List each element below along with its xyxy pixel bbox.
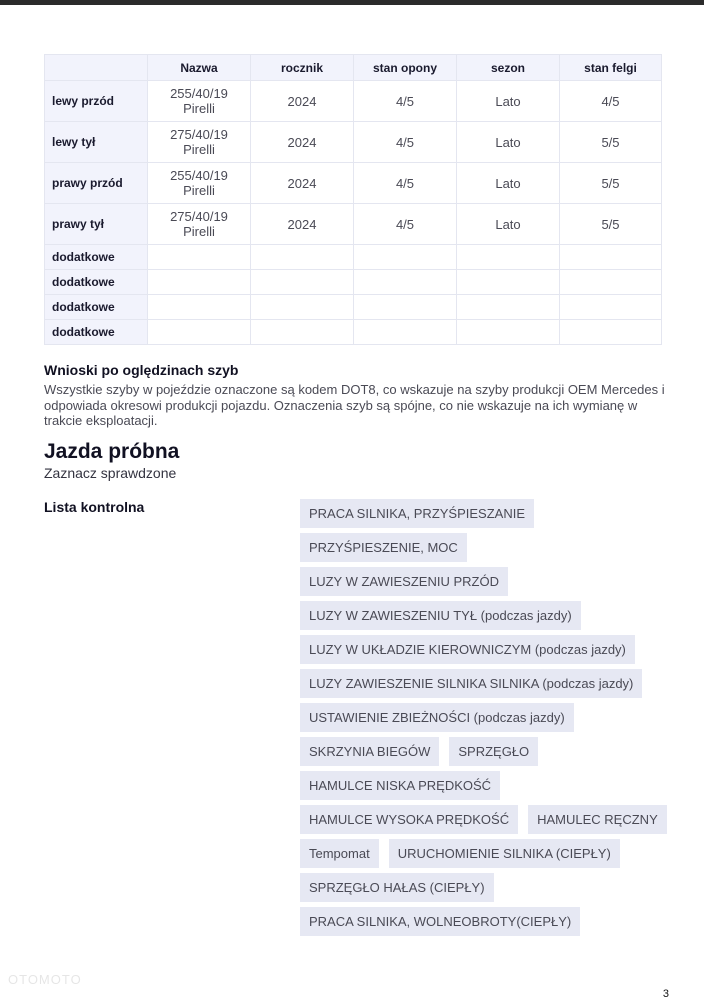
year-cell: 2024 xyxy=(251,81,354,122)
chip-acceleration-power[interactable]: PRZYŚPIESZENIE, MOC xyxy=(300,533,467,562)
empty-cell xyxy=(148,295,251,320)
table-row xyxy=(45,122,662,163)
chip-brakes-high-speed[interactable]: HAMULCE WYSOKA PRĘDKOŚĆ xyxy=(300,805,518,834)
header-name: Nazwa xyxy=(148,55,251,81)
chip-row xyxy=(300,567,660,596)
row-label: prawy przód xyxy=(45,163,148,204)
chip-engine-start-warm[interactable]: URUCHOMIENIE SILNIKA (CIEPŁY) xyxy=(389,839,620,868)
tire-name-cell xyxy=(148,122,251,163)
checklist-label: Lista kontrolna xyxy=(44,499,145,515)
rim-condition-cell: 5/5 xyxy=(560,163,662,204)
season-cell: Lato xyxy=(457,204,560,245)
season-cell: Lato xyxy=(457,122,560,163)
glass-conclusions-text: Wszystkie szyby w pojeździe oznaczone są kodem DOT8, co wskazuje na szyby produkcji OEM Mercedes i odpowiada okresowi produkcji pojazdu. Oznaczenia szyb są spójne, co nie wskazuje na ich wymianę w trakcie eksploatacji. xyxy=(44,382,665,428)
empty-cell xyxy=(560,295,662,320)
checklist-chips xyxy=(300,499,660,941)
empty-cell xyxy=(457,270,560,295)
chip-row xyxy=(300,533,660,562)
tire-size: 255/40/19 xyxy=(170,86,228,101)
chip-brakes-low-speed[interactable]: HAMULCE NISKA PRĘDKOŚĆ xyxy=(300,771,500,800)
chip-row xyxy=(300,703,660,732)
test-drive-title: Jazda próbna xyxy=(44,440,180,463)
season-cell: Lato xyxy=(457,163,560,204)
empty-cell xyxy=(354,295,457,320)
chip-clutch-noise-warm[interactable]: SPRZĘGŁO HAŁAS (CIEPŁY) xyxy=(300,873,494,902)
empty-cell xyxy=(251,245,354,270)
chip-row xyxy=(300,499,660,528)
table-row xyxy=(45,204,662,245)
tire-condition-cell: 4/5 xyxy=(354,163,457,204)
tire-name-cell xyxy=(148,204,251,245)
tire-brand: Pirelli xyxy=(183,142,215,157)
chip-wheel-alignment[interactable]: USTAWIENIE ZBIEŻNOŚCI (podczas jazdy) xyxy=(300,703,574,732)
tire-size: 255/40/19 xyxy=(170,168,228,183)
table-row-extra xyxy=(45,320,662,345)
glass-conclusions-title: Wnioski po oględzinach szyb xyxy=(44,362,239,378)
table-row xyxy=(45,163,662,204)
row-label: dodatkowe xyxy=(45,320,148,345)
rim-condition-cell: 5/5 xyxy=(560,122,662,163)
rim-condition-cell: 4/5 xyxy=(560,81,662,122)
year-cell: 2024 xyxy=(251,163,354,204)
empty-cell xyxy=(354,320,457,345)
empty-cell xyxy=(251,320,354,345)
tire-condition-cell: 4/5 xyxy=(354,122,457,163)
chip-gearbox[interactable]: SKRZYNIA BIEGÓW xyxy=(300,737,439,766)
empty-cell xyxy=(560,270,662,295)
row-label: lewy przód xyxy=(45,81,148,122)
tire-name-cell xyxy=(148,81,251,122)
chip-row xyxy=(300,669,660,698)
chip-row xyxy=(300,771,660,800)
chip-row xyxy=(300,737,660,766)
header-empty xyxy=(45,55,148,81)
chip-steering-play[interactable]: LUZY W UKŁADZIE KIEROWNICZYM (podczas jazdy) xyxy=(300,635,635,664)
empty-cell xyxy=(148,270,251,295)
empty-cell xyxy=(251,270,354,295)
chip-row xyxy=(300,805,660,834)
empty-cell xyxy=(560,320,662,345)
row-label: prawy tył xyxy=(45,204,148,245)
header-season: sezon xyxy=(457,55,560,81)
tire-size: 275/40/19 xyxy=(170,209,228,224)
header-tire-condition: stan opony xyxy=(354,55,457,81)
chip-row xyxy=(300,873,660,902)
empty-cell xyxy=(457,295,560,320)
row-label: lewy tył xyxy=(45,122,148,163)
tire-size: 275/40/19 xyxy=(170,127,228,142)
chip-engine-mount-play[interactable]: LUZY ZAWIESZENIE SILNIKA SILNIKA (podczas jazdy) xyxy=(300,669,642,698)
tire-condition-cell: 4/5 xyxy=(354,204,457,245)
row-label: dodatkowe xyxy=(45,295,148,320)
tire-brand: Pirelli xyxy=(183,224,215,239)
chip-front-suspension-play[interactable]: LUZY W ZAWIESZENIU PRZÓD xyxy=(300,567,508,596)
empty-cell xyxy=(148,320,251,345)
chip-row xyxy=(300,601,660,630)
chip-cruise-control[interactable]: Tempomat xyxy=(300,839,379,868)
table-row-extra xyxy=(45,270,662,295)
table-row-extra xyxy=(45,295,662,320)
top-bar xyxy=(0,0,704,5)
row-label: dodatkowe xyxy=(45,270,148,295)
tire-name-cell xyxy=(148,163,251,204)
season-cell: Lato xyxy=(457,81,560,122)
empty-cell xyxy=(354,245,457,270)
year-cell: 2024 xyxy=(251,204,354,245)
chip-row xyxy=(300,839,660,868)
empty-cell xyxy=(251,295,354,320)
tire-condition-cell: 4/5 xyxy=(354,81,457,122)
watermark-logo: OTOMOTO xyxy=(8,972,82,987)
empty-cell xyxy=(560,245,662,270)
table-row xyxy=(45,81,662,122)
header-year: rocznik xyxy=(251,55,354,81)
chip-handbrake[interactable]: HAMULEC RĘCZNY xyxy=(528,805,667,834)
empty-cell xyxy=(457,245,560,270)
rim-condition-cell: 5/5 xyxy=(560,204,662,245)
chip-clutch[interactable]: SPRZĘGŁO xyxy=(449,737,538,766)
chip-engine-acceleration[interactable]: PRACA SILNIKA, PRZYŚPIESZANIE xyxy=(300,499,534,528)
empty-cell xyxy=(148,245,251,270)
chip-row xyxy=(300,635,660,664)
tire-brand: Pirelli xyxy=(183,183,215,198)
tire-table xyxy=(44,54,662,345)
year-cell: 2024 xyxy=(251,122,354,163)
table-header-row xyxy=(45,55,662,81)
table-row-extra xyxy=(45,245,662,270)
empty-cell xyxy=(457,320,560,345)
chip-rear-suspension-play[interactable]: LUZY W ZAWIESZENIU TYŁ (podczas jazdy) xyxy=(300,601,581,630)
tire-brand: Pirelli xyxy=(183,101,215,116)
page-number: 3 xyxy=(662,988,669,1000)
chip-engine-idle-warm[interactable]: PRACA SILNIKA, WOLNEOBROTY(CIEPŁY) xyxy=(300,907,580,936)
header-rim-condition: stan felgi xyxy=(560,55,662,81)
chip-row xyxy=(300,907,660,936)
row-label: dodatkowe xyxy=(45,245,148,270)
test-drive-subtitle: Zaznacz sprawdzone xyxy=(44,465,177,481)
empty-cell xyxy=(354,270,457,295)
